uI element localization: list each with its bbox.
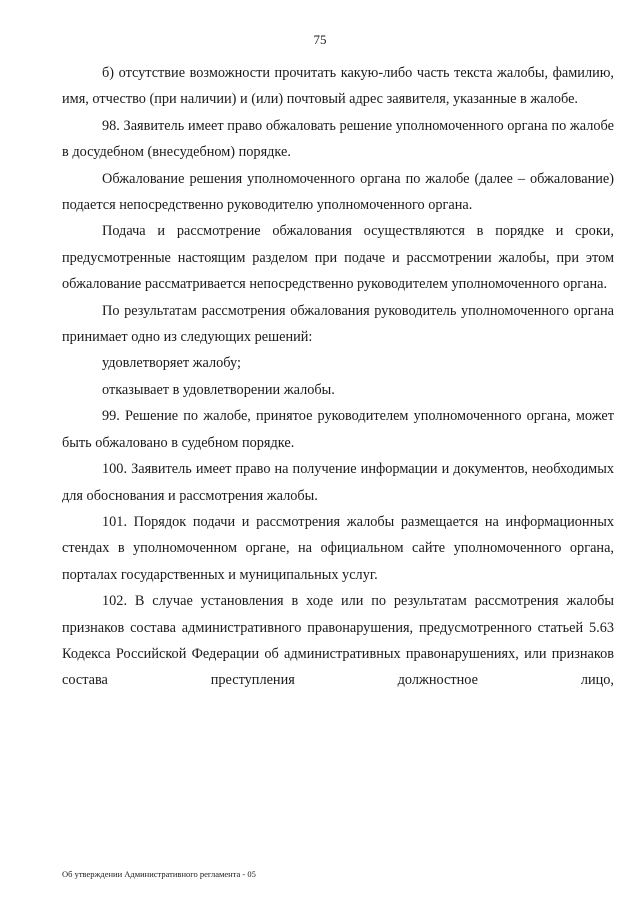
paragraph-b-absence: б) отсутствие возможности прочитать какую-либо часть текста жалобы, фамилию, имя, отчество (при наличии) и (или) почтовый адрес заявителя, указанные в жалобе. xyxy=(62,65,614,108)
paragraph-99: 99. Решение по жалобе, принятое руководителем уполномоченного органа, может быть обжаловано в судебном порядке. xyxy=(62,408,614,451)
paragraph-satisfies: удовлетворяет жалобу; xyxy=(102,355,241,372)
paragraph-refuses: отказывает в удовлетворении жалобы. xyxy=(102,381,335,398)
paragraph-102: 102. В случае установления в ходе или по результатам рассмотрения жалобы признаков состава административного правонарушения, предусмотренного статьей 5.63 Кодекса Российской Федерации об административных правонарушениях, или признаков состава преступления должностное лицо, xyxy=(62,593,614,689)
paragraph-101: 101. Порядок подачи и рассмотрения жалобы размещается на информационных стендах в уполномоченном органе, на официальном сайте уполномоченного органа, порталах государственных и муниципальных услуг. xyxy=(62,513,614,583)
paragraph-appeal-results: По результатам рассмотрения обжалования руководитель уполномоченного органа принимает одно из следующих решений: xyxy=(62,302,614,346)
paragraph-100: 100. Заявитель имеет право на получение информации и документов, необходимых для обоснования и рассмотрения жалобы. xyxy=(62,461,614,504)
paragraph-appeal-procedure: Подача и рассмотрение обжалования осуществляются в порядке и сроки, предусмотренные настоящим разделом при подаче и рассмотрении жалобы, при этом обжалование рассматривается непосредственно руководителем уполномоченного органа. xyxy=(62,223,614,293)
footer-document-title: Об утверждении Административного регламента - 05 xyxy=(62,869,256,879)
paragraph-appeal-submission: Обжалование решения уполномоченного органа по жалобе (далее – обжалование) подается непосредственно руководителю уполномоченного органа. xyxy=(62,170,614,214)
page-number: 75 xyxy=(313,32,327,47)
document-body xyxy=(62,60,614,694)
paragraph-98: 98. Заявитель имеет право обжаловать решение уполномоченного органа по жалобе в досудебном (внесудебном) порядке. xyxy=(62,117,614,161)
